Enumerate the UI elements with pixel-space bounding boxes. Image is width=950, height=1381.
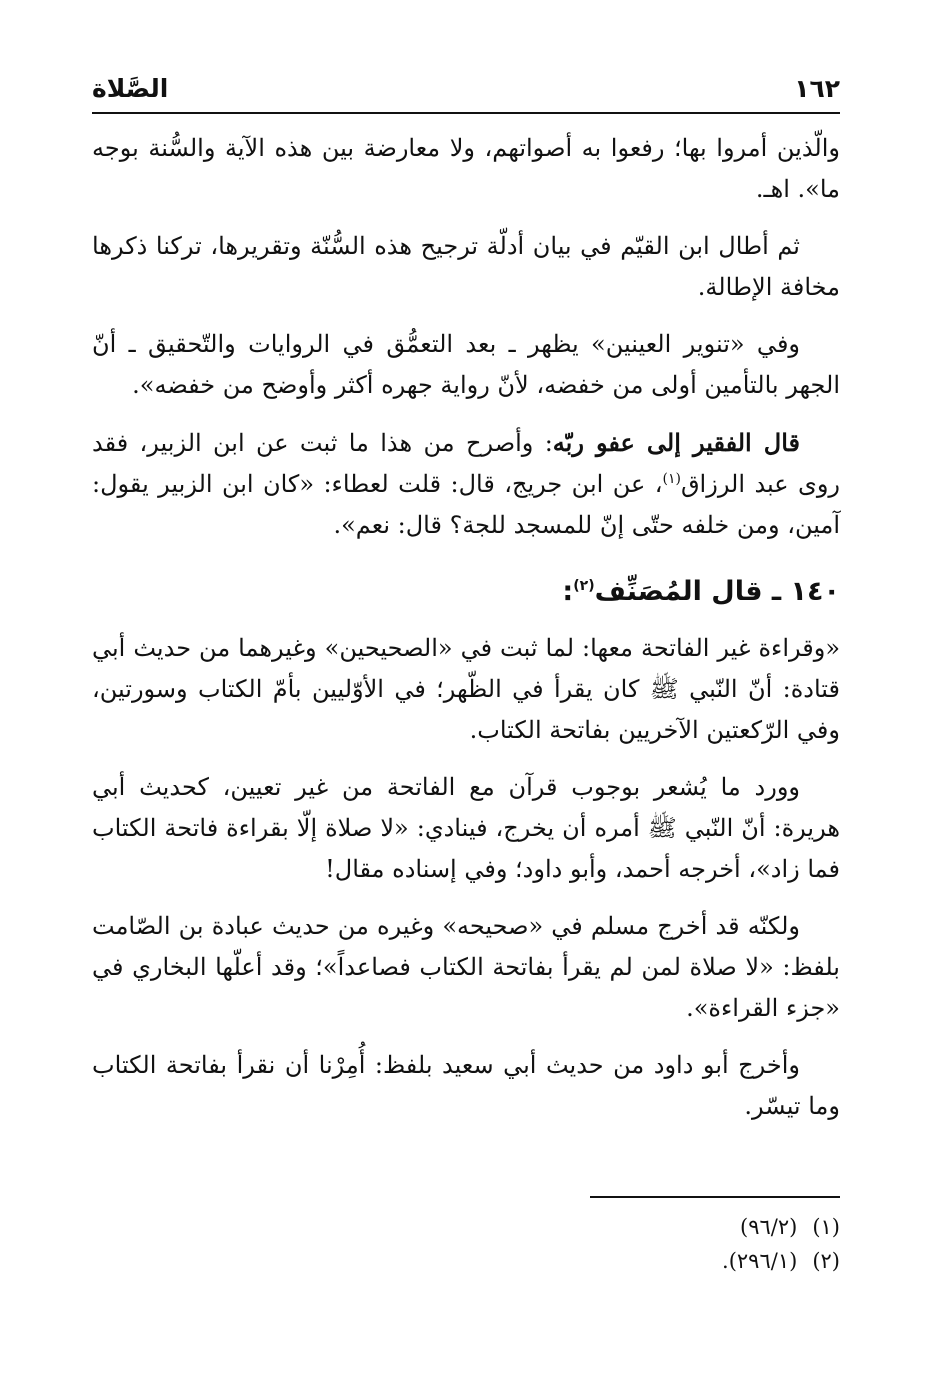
book-page <box>92 70 840 1143</box>
footnote-1-text: (٩٦/٢) <box>739 1215 798 1239</box>
footnote-1-number: (١) <box>812 1215 840 1239</box>
section-heading-text: ١٤٠ ـ قال المُصَنِّف <box>594 576 840 607</box>
author-note-lead: قال الفقير إلى عفو ربّه <box>552 428 800 457</box>
footnote-2 <box>92 1244 840 1278</box>
footnotes <box>92 1196 840 1278</box>
footnote-2-text: (٢٩٦/١). <box>722 1249 798 1273</box>
paragraph-7: ولكنّه قد أخرج مسلم في «صحيحه» وغيره من حديث عبادة بن الصّامت بلفظ: «لا صلاة لمن لم يقرأ بفاتحة الكتاب فصاعداً»؛ وقد أعلّها البخاري في «جزء القراءة». <box>92 912 840 1022</box>
paragraph-4-text-b: ، عن ابن جريج، قال: قلت لعطاء: «كان ابن الزبير يقول: آمين، ومن خلفه حتّى إنّ للمسجد للجة؟ قال: نعم». <box>92 470 840 539</box>
footnote-1 <box>92 1210 840 1244</box>
footnote-ref-2: (٢) <box>573 578 595 594</box>
footnote-ref-1: (١) <box>662 471 681 487</box>
paragraph-8: وأخرج أبو داود من حديث أبي سعيد بلفظ: أُمِرْنا أن نقرأ بفاتحة الكتاب وما تيسّر. <box>92 1051 840 1120</box>
footnote-2-number: (٢) <box>812 1249 840 1273</box>
paragraph-3: وفي «تنوير العينين» يظهر ـ بعد التعمُّق في الروايات والتّحقيق ـ أنّ الجهر بالتأمين أولى من خفضه، لأنّ رواية جهره أكثر وأوضح من خفضه». <box>92 330 840 399</box>
section-title: الصَّلاة <box>92 74 169 103</box>
paragraph-4-text-a: : وأصرح من هذا ما ثبت عن ابن الزبير، فقد روى عبد الرزاق <box>92 429 840 498</box>
running-header <box>92 70 840 114</box>
main-text <box>92 128 840 1127</box>
paragraph-4 <box>92 422 840 546</box>
section-heading <box>92 570 840 614</box>
page-number: ١٦٢ <box>794 74 840 103</box>
paragraph-1: والّذين أمروا بها؛ رفعوا به أصواتهم، ولا معارضة بين هذه الآية والسُّنة بوجه ما». اهـ. <box>92 134 840 203</box>
paragraph-2: ثم أطال ابن القيّم في بيان أدلّة ترجيح هذه السُّنّة وتقريرها، تركنا ذكرها مخافة الإطالة. <box>92 232 840 301</box>
paragraph-6: وورد ما يُشعر بوجوب قرآن مع الفاتحة من غير تعيين، كحديث أبي هريرة: أنّ النّبي ﷺ أمره أن يخرج، فينادي: «لا صلاة إلّا بقراءة فاتحة الكتاب فما زاد»، أخرجه أحمد، وأبو داود؛ وفي إسناده مقال! <box>92 773 840 883</box>
paragraph-5: «وقراءة غير الفاتحة معها: لما ثبت في «الصحيحين» وغيرهما من حديث أبي قتادة: أنّ النّبي ﷺ كان يقرأ في الظّهر؛ في الأوّليين بأمّ الكتاب وسورتين، وفي الرّكعتين الآخريين بفاتحة الكتاب. <box>92 634 840 744</box>
section-heading-colon: : <box>562 576 574 607</box>
footnote-divider <box>590 1196 840 1198</box>
